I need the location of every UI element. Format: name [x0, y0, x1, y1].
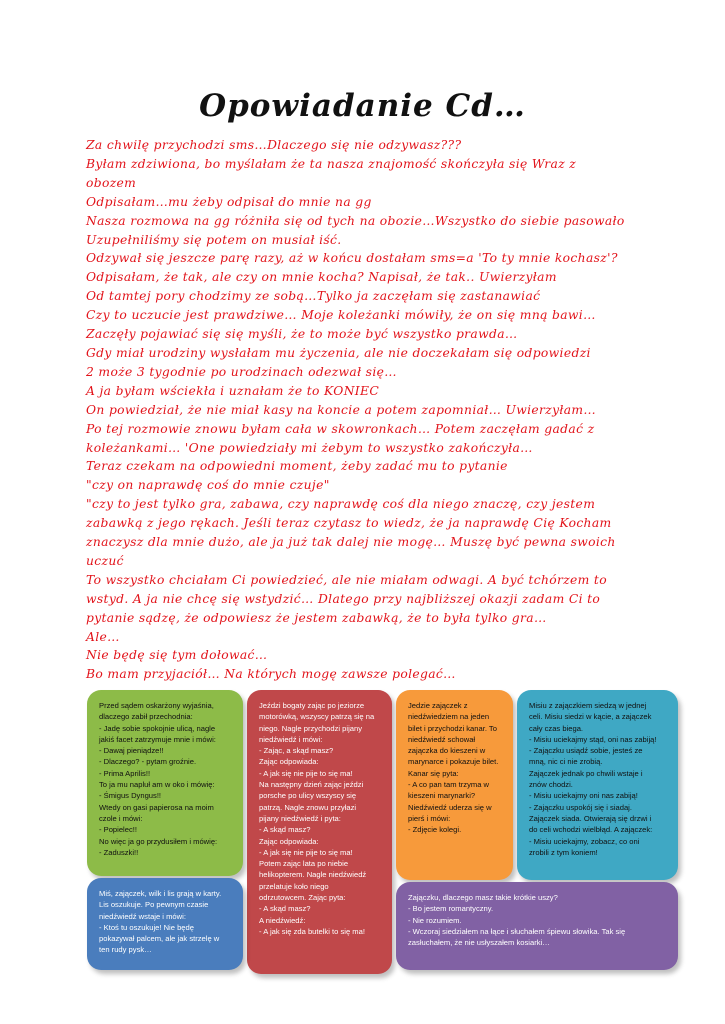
joke-line: - Ktoś tu oszukuje! Nie będę — [99, 922, 194, 932]
story-line: uczuć — [86, 553, 124, 568]
joke-line: patrzą. Nagle znowu przyłazi — [259, 802, 357, 812]
joke-line: Miś, zajączek, wilk i lis grają w karty. — [99, 889, 222, 898]
joke-line: celi. Misiu siedzi w kącie, a zajączek — [529, 712, 652, 722]
joke-line: Niedźwiedź uderza się w — [408, 802, 492, 812]
joke-line: Na następny dzień zając jeździ — [259, 780, 364, 790]
story-line: Nie będę się tym dołować… — [86, 648, 268, 663]
joke-line: helikopterem. Nagle niedźwiedź — [259, 870, 367, 880]
joke-line: Przed sądem oskarżony wyjaśnia, — [99, 701, 214, 710]
joke-line: czole i mówi: — [99, 813, 143, 823]
joke-line: motorówką, wszyscy patrzą się na — [259, 712, 375, 722]
joke-line: - Śmigus Dyngus!! — [99, 791, 162, 801]
story-line: koleżankami… 'One powiedziały mi żebym to wszystko zakończyła… — [86, 440, 533, 455]
joke-line: bilet i przychodzi kanar. To — [408, 723, 497, 733]
joke-box-green — [87, 690, 243, 876]
story-line: "czy to jest tylko gra, zabawa, czy naprawdę coś dla niego znaczę, czy jestem — [86, 497, 596, 512]
story-line: "czy on naprawdę coś do mnie czuje" — [86, 478, 330, 493]
joke-box-red — [247, 690, 392, 974]
story-line: znaczysz dla mnie dużo, ale ja już tak dalej nie mogę… Muszę być pewna swoich — [86, 535, 616, 550]
joke-line: - A jak się nie pije to się ma! — [259, 768, 353, 778]
joke-line: zajączka do kieszeni w — [408, 746, 486, 756]
joke-box-teal — [517, 690, 678, 880]
joke-line: - A jak się nie pije to się ma! — [259, 847, 353, 857]
story-line: zabawką z jego rękach. Jeśli teraz czytasz to wiedz, że ja naprawdę Cię Kocham — [86, 516, 612, 531]
story-line: Czy to uczucie jest prawdziwe… Moje koleżanki mówiły, że on się mną bawi… — [86, 308, 596, 323]
joke-line: Lis oszukuje. Po pewnym czasie — [99, 900, 209, 910]
joke-line: No więc ja go przydusiłem i mówię: — [99, 836, 218, 846]
joke-line: jakiś facet zatrzymuje mnie i mówi: — [99, 734, 216, 744]
joke-box-purple — [396, 882, 678, 970]
joke-line: Misiu z zajączkiem siedzą w jednej — [529, 701, 647, 710]
joke-line: do celi wchodzi wielbłąd. A zajączek: — [529, 825, 653, 835]
joke-line: Zajączek jednak po chwili wstaje i — [529, 768, 643, 778]
joke-line: marynarce i pokazuje bilet. — [408, 757, 499, 767]
joke-line: mną, nic ci nie zrobią. — [529, 757, 603, 767]
joke-line: - A jak się zda butelki to się ma! — [259, 926, 365, 936]
story-line: wstyd. A ja nie chcę się wstydzić… Dlatego przy najbliższej okazji zadam Ci to — [86, 591, 601, 606]
joke-line: kieszeni marynarki? — [408, 791, 476, 801]
joke-line: A niedźwiedź: — [259, 915, 306, 925]
joke-line: odrzutowcem. Zając pyta: — [259, 893, 346, 903]
joke-line: - Bo jestem romantyczny. — [408, 904, 494, 914]
joke-line: - Zając, a skąd masz? — [259, 746, 334, 756]
joke-line: niedźwiedź wstaje i mówi: — [99, 911, 186, 921]
joke-line: niego. Nagle przychodzi pijany — [259, 723, 362, 733]
story-line: Od tamtej pory chodzimy ze sobą…Tylko ja zaczęłam się zastanawiać — [86, 289, 541, 304]
joke-line: - Misiu uciekajmy oni nas zabiją! — [529, 791, 638, 801]
joke-line: Wtedy on gasi papierosa na moim — [99, 802, 214, 812]
joke-line: pijany niedźwiedź i pyta: — [259, 813, 341, 823]
joke-line: - Misiu uciekajmy, zobacz, co oni — [529, 836, 640, 846]
joke-line: znów chodzi. — [529, 780, 573, 790]
joke-line: - Popielec!! — [99, 825, 137, 835]
joke-line: - Misiu uciekajmy stąd, oni nas zabiją! — [529, 734, 657, 744]
joke-line: Jeździ bogaty zając po jeziorze — [259, 701, 365, 710]
story-line: A ja byłam wściekła i uznałam że to KONIEC — [86, 383, 380, 398]
story-line: Uzupełniliśmy się potem on musiał iść. — [86, 232, 342, 247]
joke-line: - Nie rozumiem. — [408, 915, 462, 925]
story-line: Odpisałam…mu żeby odpisał do mnie na gg — [86, 194, 372, 209]
joke-line: pokazywał palcem, ale jak strzelę w — [99, 934, 220, 944]
story-line: Teraz czekam na odpowiedni moment, żeby zadać mu to pytanie — [86, 459, 508, 474]
joke-box-orange — [396, 690, 513, 880]
joke-line: - A skąd masz? — [259, 825, 311, 835]
joke-line: porsche po ulicy wszyscy się — [259, 791, 357, 801]
joke-line: zasłuchałem, że nie usłyszałem kosiarki… — [408, 938, 550, 948]
joke-line: Potem zając lata po niebie — [259, 859, 349, 869]
story-line: Odzywał się jeszcze parę razy, aż w końcu dostałam sms=a 'To ty mnie kochasz'? — [86, 251, 618, 266]
joke-line: cały czas biega. — [529, 723, 584, 733]
story-line: To wszystko chciałam Ci powiedzieć, ale nie miałam odwagi. A być tchórzem to — [86, 572, 607, 587]
story-line: Zaczęły pojawiać się się myśli, że to może być wszystko prawda… — [86, 327, 518, 342]
joke-line: ten rudy pysk… — [99, 945, 152, 955]
story-line: Nasza rozmowa na gg różniła się od tych na obozie…Wszystko do siebie pasowało — [86, 213, 625, 228]
joke-line: pierś i mówi: — [408, 813, 451, 823]
joke-line: - Prima Aprilis!! — [99, 768, 151, 778]
joke-line: Zając odpowiada: — [259, 757, 319, 767]
joke-line: niedźwiedź i mówi: — [259, 734, 323, 744]
joke-line: zrobili z tym koniem! — [529, 847, 598, 857]
story-line: Po tej rozmowie znowu byłam cała w skowronkach… Potem zaczęłam gadać z — [86, 421, 595, 436]
joke-line: To ja mu napluł am w oko i mówię: — [99, 780, 215, 790]
joke-line: - Wczoraj siedziałem na łące i słuchałem śpiewu słowika. Tak się — [408, 926, 626, 936]
joke-box-blue — [87, 878, 243, 970]
story-line: Za chwilę przychodzi sms…Dlaczego się nie odzywasz??? — [86, 138, 462, 152]
joke-line: Zając odpowiada: — [259, 836, 319, 846]
story-line: Ale… — [86, 629, 120, 644]
joke-line: - A co pan tam trzyma w — [408, 780, 490, 790]
joke-line: - Zdjęcie kolegi. — [408, 825, 462, 835]
joke-line: Jedzie zajączek z — [408, 701, 468, 710]
joke-line: - Jadę sobie spokojnie ulicą, nagle — [99, 723, 216, 733]
joke-line: - Zajączku usiądź sobie, jesteś ze — [529, 746, 643, 756]
story-line: obozem — [86, 175, 137, 190]
story-line: Bo mam przyjaciół… Na których mogę zawsze polegać… — [86, 667, 456, 682]
page-title: Opowiadanie Cd… — [199, 88, 526, 124]
joke-line: - Zaduszki!! — [99, 847, 139, 857]
story-line: 2 może 3 tygodnie po urodzinach odezwał się… — [86, 364, 397, 379]
joke-line: dlaczego zabił przechodnia: — [99, 712, 193, 722]
story-line: pytanie sądzę, że odpowiesz że jestem zabawką, że to była tylko gra… — [86, 610, 547, 625]
joke-line: - Zajączku uspokój się i siadaj. — [529, 802, 632, 812]
joke-line: Zajączku, dlaczego masz takie krótkie uszy? — [408, 893, 558, 902]
joke-line: - Dawaj pieniądze!! — [99, 746, 164, 756]
joke-line: niedźwiedziem na jeden — [408, 712, 490, 722]
joke-line: Zajączek siada. Otwierają się drzwi i — [529, 813, 652, 823]
joke-line: niedźwiedź schował — [408, 734, 476, 744]
joke-line: - Dlaczego? - pytam groźnie. — [99, 757, 197, 767]
joke-line: Kanar się pyta: — [408, 768, 459, 778]
story-line: On powiedział, że nie miał kasy na koncie a potem zapomniał… Uwierzyłam… — [86, 402, 597, 417]
story-text — [86, 136, 646, 684]
joke-line: przelatuje koło niego — [259, 881, 329, 891]
story-line: Byłam zdziwiona, bo myślałam że ta nasza znajomość skończyła się Wraz z — [86, 156, 577, 171]
joke-line: - A skąd masz? — [259, 904, 311, 914]
story-line: Gdy miał urodziny wysłałam mu życzenia, ale nie doczekałam się odpowiedzi — [86, 345, 591, 360]
story-line: Odpisałam, że tak, ale czy on mnie kocha? Napisał, że tak.. Uwierzyłam — [86, 270, 557, 285]
